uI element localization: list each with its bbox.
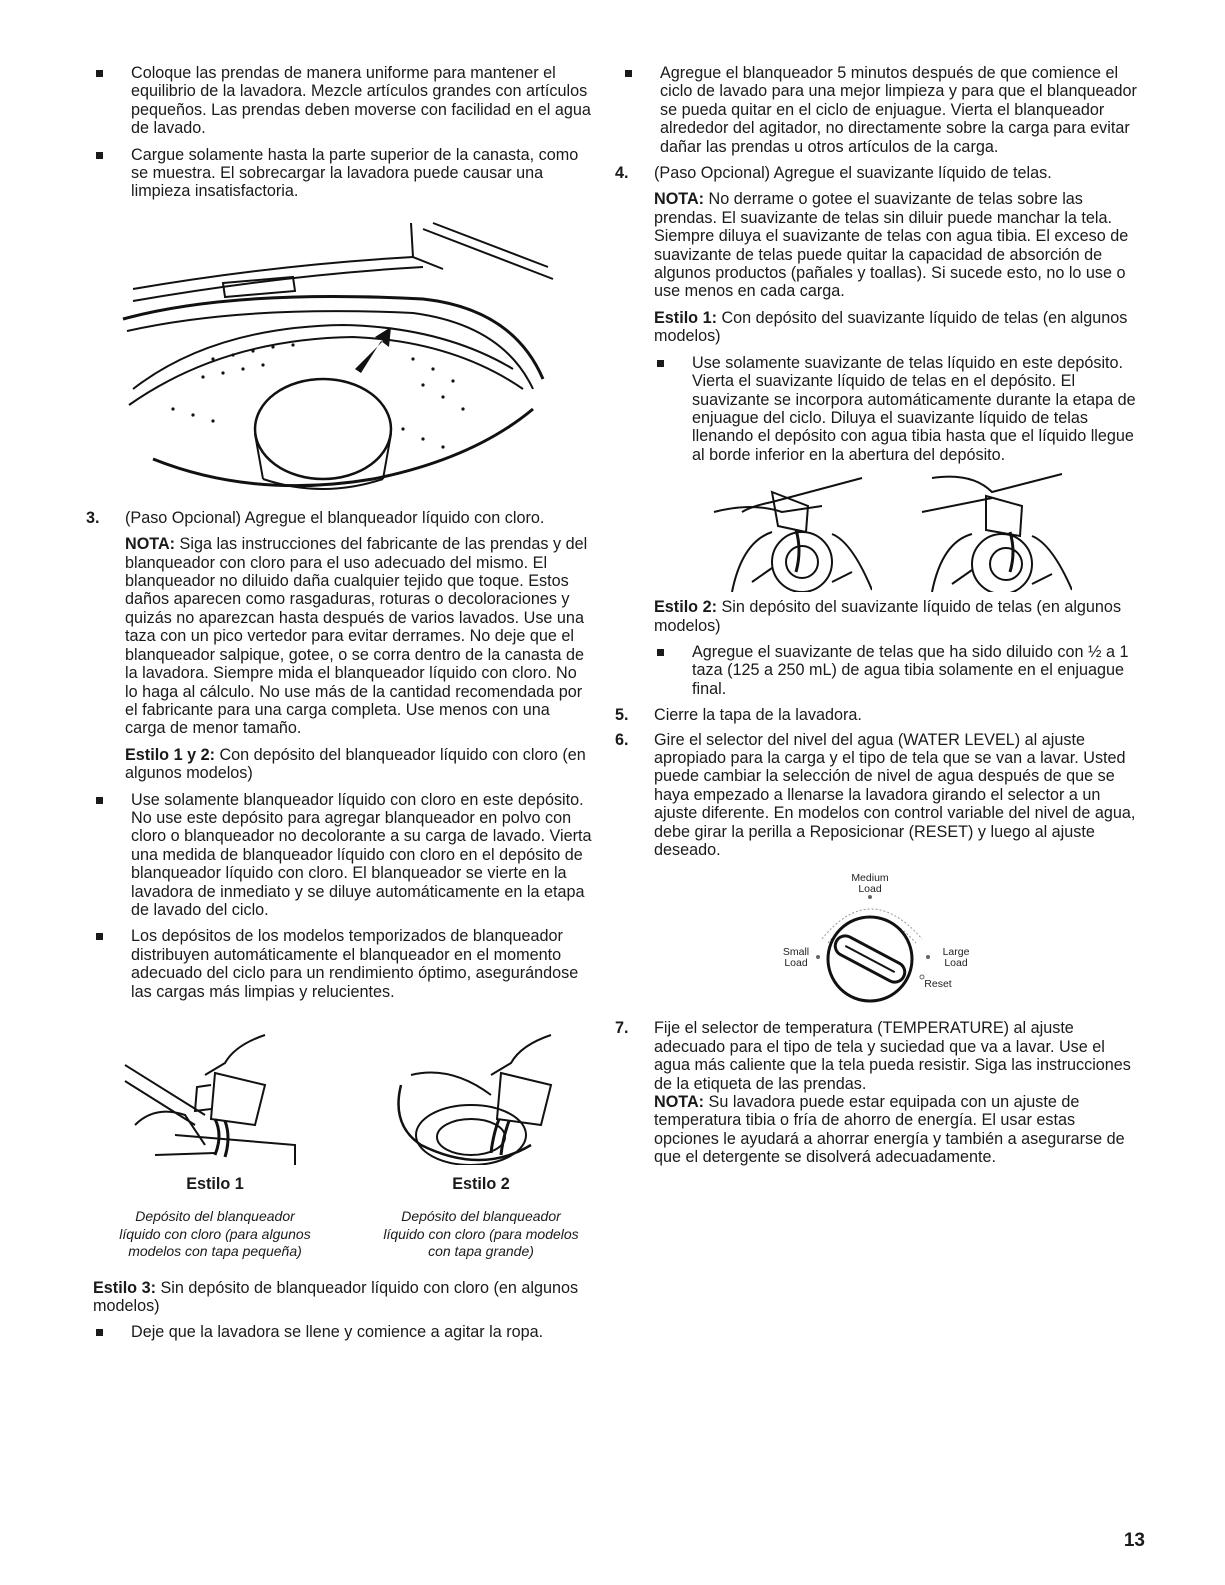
list-item [654,643,1142,698]
estilo-label: Estilo 1 y 2: [125,745,215,764]
softener-figures [712,472,1142,592]
dial-label-small-2: Load [784,957,808,970]
list-item [93,791,593,920]
list-item [93,146,593,201]
list-item [93,64,593,138]
dial-label-reset: Reset [924,978,952,991]
page-number: 13 [1123,1530,1145,1551]
softener-pour-illustration-2 [912,472,1072,592]
step-5 [615,706,1142,725]
estilo-label: Estilo 1: [654,308,717,327]
list-item [654,354,1142,464]
figure-estilo-2 [381,1025,581,1261]
softener-pour-illustration [712,472,872,592]
list-item [93,927,593,1001]
estilo-paragraph [654,598,1142,635]
step-4 [615,164,1142,698]
step-number: 3. [86,508,100,527]
estilo-text: Con depósito del blanqueador líquido con cloro (en algunos modelos) [125,745,586,783]
figure-title: Estilo 1 [186,1175,244,1193]
step-number: 5. [615,706,629,725]
list-item [622,64,1142,156]
bleach-dispenser-figures [93,1025,593,1261]
bullet-text: Use solamente blanqueador líquido con cloro en este depósito. No use este depósito para agregar blanqueador en polvo con cloro o blanqueador no decolorante a su carga de lavado. Vierta una medida de blanqueador líquido con cloro en el depósito de blanqueador líquido con cloro. El blanqueador se vierte en la lavadora de inmediato y se diluye automáticamente en la etapa de lavado del ciclo. [131,790,592,919]
nota-paragraph [654,1093,1142,1167]
bullet-text: Coloque las prendas de manera uniforme para mantener el equilibrio de la lavadora. Mezcle artículos grandes con artículos pequeños. Las prendas deben moverse con facilidad en el agua de lavado. [131,64,591,138]
figure-estilo-1 [115,1025,315,1261]
bleach-pour-large-lid-illustration [381,1025,581,1165]
estilo-paragraph [654,309,1142,346]
nota-label: NOTA: [125,535,176,554]
step-number: 7. [615,1019,629,1038]
washer-basket-illustration [93,209,593,499]
dial-label-small-1: Small [782,946,810,959]
step-3 [86,508,593,783]
bullet-text: Agregue el suavizante de telas que ha sido diluido con ½ a 1 taza (125 a 250 mL) de agua tibia solamente en el enjuague final. [692,642,1129,698]
nota-paragraph [654,190,1142,300]
bullet-text: Use solamente suavizante de telas líquido en este depósito. Vierta el suavizante líquido de telas en el depósito. El suavizante se incorpora automáticamente durante la etapa de enjuague del ciclo. Diluya el suavizante líquido de telas llenando el depósito con agua tibia hasta que el líquido llegue al borde inferior en la abertura del depósito. [692,353,1136,464]
nota-text: Siga las instrucciones del fabricante de las prendas y del blanqueador con cloro para el uso adecuado del mismo. El blanqueador no diluido daña cualquier tejido que toque. Estos daños aparecen como rasgaduras, roturas o decoloraciones y quizás no aparezcan hasta después de varios lavados. Use una taza con un pico vertedor para evitar derrames. No deje que el blanqueador salpique, gotee, o se corra dentro de la canasta de la lavadora. Siempre mida el blanqueador líquido con cloro. No lo haga al cálculo. No use más de la cantidad recomendada por el fabricante para una carga completa. Use menos con una carga de menor tamaño. [125,535,588,738]
nota-text: Su lavadora puede estar equipada con un ajuste de temperatura tibia o fría de ahorro de energía. El usar estas opciones le ayudará a ahorrar energía y también a asegurarse de que el detergente se disolverá adecuadamente. [654,1093,1125,1167]
left-column [86,64,593,1350]
step-text: Gire el selector del nivel del agua (WATER LEVEL) al ajuste apropiado para la carga y el tipo de tela que se van a lavar. Usted puede cambiar la selección de nivel de agua después de que se haya empezado a llenarse la lavadora girando el selector a un ajuste diferente. En modelos con control variable del nivel de agua, debe girar la perilla a Reposicionar (RESET) y luego al ajuste deseado. [654,730,1136,859]
step-6 [615,730,1142,860]
bullet-text: Los depósitos de los modelos temporizados de blanqueador distribuyen automáticamente el blanqueador en el momento adecuado del ciclo para un rendimiento óptimo, asegurándose las cargas más limpias y relucientes. [131,927,579,1001]
step-7 [615,1019,1142,1167]
step-number: 4. [615,164,629,183]
bullet-text: Cargue solamente hasta la parte superior de la canasta, como se muestra. El sobrecargar la lavadora puede causar una limpieza insatisfactoria. [131,145,579,201]
nota-label: NOTA: [654,190,705,209]
dial-label-medium-1: Medium [851,872,889,885]
figure-title: Estilo 2 [452,1175,510,1193]
bullet-text: Agregue el blanqueador 5 minutos después de que comience el ciclo de lavado para una mejor limpieza y para que el blanqueador se pueda quitar en el ciclo de enjuague. Vierta el blanqueador alrededor del agitador, no directamente sobre la carga para evitar dañar las prendas u otros artículos de la carga. [660,64,1137,156]
bleach-pour-small-lid-illustration [115,1025,315,1165]
step-number: 6. [615,730,629,749]
figure-caption: Depósito del blanqueador líquido con cloro (para algunos modelos con tapa pequeña) [119,1208,311,1259]
step-text: Cierre la tapa de la lavadora. [654,706,862,725]
dial-label-medium-2: Load [858,883,882,896]
nota-label: NOTA: [654,1093,705,1112]
nota-paragraph [125,535,593,737]
estilo-text: Con depósito del suavizante líquido de telas (en algunos modelos) [654,308,1128,346]
bullet-text: Deje que la lavadora se llene y comience a agitar la ropa. [131,1323,544,1342]
figure-caption: Depósito del blanqueador líquido con cloro (para modelos con tapa grande) [383,1208,579,1259]
estilo-label: Estilo 3: [93,1278,156,1297]
step-text: (Paso Opcional) Agregue el suavizante líquido de telas. [654,164,1052,183]
right-column [615,64,1142,1173]
water-level-dial-illustration [752,869,992,1009]
nota-text: No derrame o gotee el suavizante de telas sobre las prendas. El suavizante de telas sin diluir puede manchar la tela. Siempre diluya el suavizante de telas con agua tibia. El exceso de suavizante de telas puede quitar la capacidad de absorción de algunos productos (pañales y toallas). Si sucede esto, no lo use o use menos en cada carga. [654,190,1129,301]
dial-label-large-2: Load [944,957,968,970]
list-item [93,1323,593,1341]
estilo-label: Estilo 2: [654,598,717,617]
estilo-text: Sin depósito del suavizante líquido de telas (en algunos modelos) [654,598,1122,635]
step-text: Fije el selector de temperatura (TEMPERATURE) al ajuste adecuado para el tipo de tela y suciedad que va a lavar. Use el agua más caliente que la tela pueda resistir. Siga las instrucciones de la etiqueta de las prendas. [654,1019,1131,1093]
estilo-3-paragraph [93,1279,593,1316]
dial-label-large-1: Large [942,946,970,959]
estilo-paragraph [125,746,593,783]
step-text: (Paso Opcional) Agregue el blanqueador líquido con cloro. [125,508,545,527]
estilo-text: Sin depósito de blanqueador líquido con cloro (en algunos modelos) [93,1278,579,1315]
